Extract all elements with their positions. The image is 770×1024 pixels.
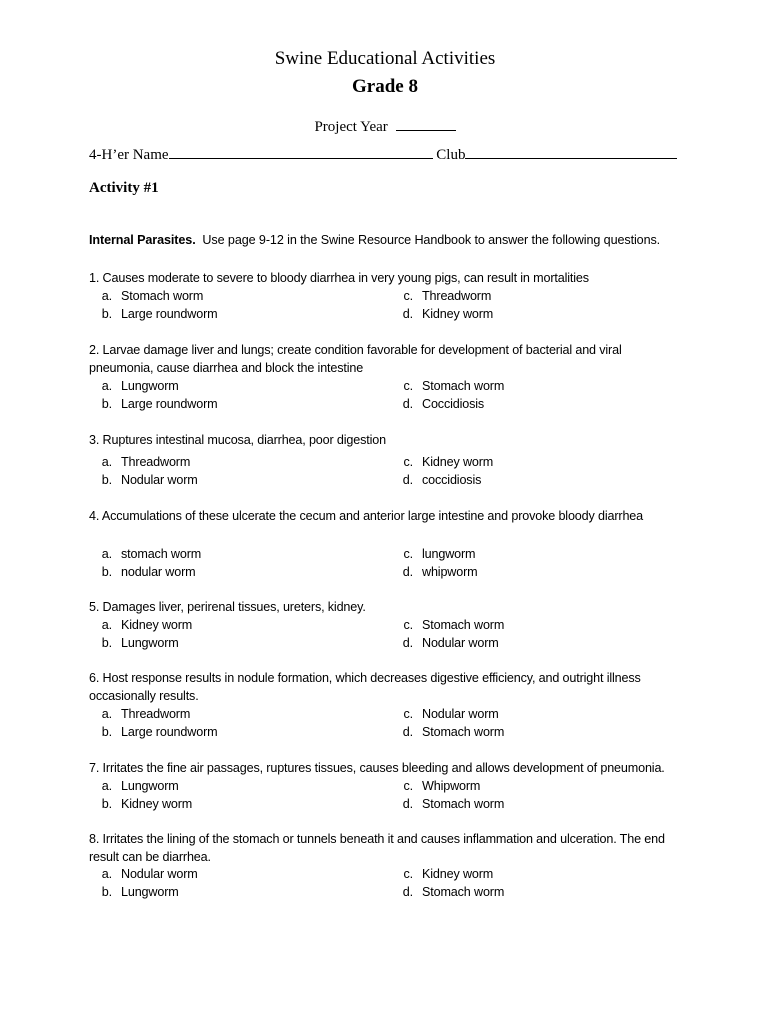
question-3-option-a[interactable] [89, 453, 190, 471]
question-8-option-b[interactable] [89, 883, 179, 901]
option-text: Lungworm [121, 779, 179, 793]
option-text: Nodular worm [121, 473, 198, 487]
question-6-text: 6. Host response results in nodule formation, which decreases digestive efficiency, and outright illness occasionally results. [89, 671, 641, 703]
option-letter: b. [101, 885, 112, 899]
question-3-text: 3. Ruptures intestinal mucosa, diarrhea, poor digestion [89, 433, 386, 447]
option-letter: d. [402, 565, 413, 579]
option-letter: d. [402, 725, 413, 739]
question-2-text: 2. Larvae damage liver and lungs; create condition favorable for development of bacterial and viral pneumonia, cause diarrhea and block the intestine [89, 343, 622, 375]
question-3-option-d[interactable] [390, 471, 481, 489]
option-text: Nodular worm [121, 867, 198, 881]
club-label: Club [436, 147, 466, 163]
option-letter: c. [403, 289, 413, 303]
option-text: stomach worm [121, 547, 202, 561]
option-text: Kidney worm [422, 455, 494, 469]
option-letter: a. [101, 379, 112, 393]
option-text: Large roundworm [121, 307, 218, 321]
activity-title: Activity #1 [89, 180, 159, 196]
option-text: Large roundworm [121, 397, 218, 411]
option-text: Whipworm [422, 779, 481, 793]
option-letter: a. [101, 707, 112, 721]
option-letter: a. [101, 618, 112, 632]
question-5-option-b[interactable] [89, 634, 179, 652]
option-letter: b. [101, 307, 112, 321]
question-2-option-d[interactable] [390, 395, 484, 413]
option-letter: b. [101, 473, 112, 487]
question-5-option-c[interactable] [390, 616, 504, 634]
option-text: Stomach worm [422, 797, 505, 811]
question-4-text: 4. Accumulations of these ulcerate the cecum and anterior large intestine and provoke bloody diarrhea [89, 509, 644, 523]
option-text: Kidney worm [422, 307, 494, 321]
question-7-text: 7. Irritates the fine air passages, ruptures tissues, causes bleeding and allows development of pneumonia. [89, 761, 665, 775]
question-7-option-a[interactable] [89, 777, 179, 795]
option-letter: a. [101, 867, 112, 881]
option-text: Lungworm [121, 379, 179, 393]
name-label: 4-H’er Name [89, 147, 169, 163]
project-year-blank[interactable] [396, 116, 456, 131]
option-text: coccidiosis [422, 473, 482, 487]
project-year-row [0, 116, 770, 136]
option-text: Stomach worm [422, 379, 505, 393]
option-text: Stomach worm [422, 885, 505, 899]
question-4-option-a[interactable] [89, 545, 201, 563]
question-4-option-c[interactable] [390, 545, 475, 563]
question-1-option-b[interactable] [89, 305, 217, 323]
option-text: Threadworm [121, 455, 191, 469]
question-8-text: 8. Irritates the lining of the stomach or tunnels beneath it and causes inflammation and ulceration. The end result can be diarrhea. [89, 832, 665, 864]
option-text: Nodular worm [422, 636, 499, 650]
activity-instructions [89, 233, 660, 247]
option-text: Threadworm [422, 289, 492, 303]
question-3-option-c[interactable] [390, 453, 493, 471]
option-letter: d. [402, 885, 413, 899]
option-letter: c. [403, 618, 413, 632]
option-text: nodular worm [121, 565, 196, 579]
name-blank[interactable] [169, 144, 433, 159]
option-letter: d. [402, 797, 413, 811]
question-7-option-b[interactable] [89, 795, 192, 813]
option-text: Kidney worm [121, 797, 193, 811]
question-6-option-d[interactable] [390, 723, 504, 741]
question-5-text: 5. Damages liver, perirenal tissues, ureters, kidney. [89, 600, 366, 614]
option-text: Kidney worm [422, 867, 494, 881]
option-text: Lungworm [121, 636, 179, 650]
option-letter: b. [101, 565, 112, 579]
question-1-option-d[interactable] [390, 305, 493, 323]
question-5-option-d[interactable] [390, 634, 499, 652]
option-letter: c. [403, 547, 413, 561]
option-letter: b. [101, 725, 112, 739]
project-year-label: Project Year [314, 119, 388, 135]
question-3-option-b[interactable] [89, 471, 198, 489]
option-letter: d. [402, 636, 413, 650]
question-2-option-a[interactable] [89, 377, 179, 395]
option-text: Stomach worm [121, 289, 204, 303]
option-text: lungworm [422, 547, 476, 561]
question-7-option-d[interactable] [390, 795, 504, 813]
option-text: Stomach worm [422, 725, 505, 739]
document-title: Swine Educational Activities [274, 48, 496, 69]
grade-heading: Grade 8 [352, 76, 418, 97]
option-text: whipworm [422, 565, 478, 579]
question-6-option-c[interactable] [390, 705, 499, 723]
question-2-option-b[interactable] [89, 395, 217, 413]
option-text: Lungworm [121, 885, 179, 899]
question-7-option-c[interactable] [390, 777, 480, 795]
option-text: Threadworm [121, 707, 191, 721]
question-6-option-b[interactable] [89, 723, 217, 741]
option-letter: a. [101, 455, 112, 469]
question-8-option-c[interactable] [390, 865, 493, 883]
option-letter: d. [402, 397, 413, 411]
question-8-option-d[interactable] [390, 883, 504, 901]
option-text: Nodular worm [422, 707, 499, 721]
option-text: Coccidiosis [422, 397, 485, 411]
intro-text: Use page 9-12 in the Swine Resource Handbook to answer the following questions. [202, 233, 661, 247]
option-letter: c. [403, 707, 413, 721]
option-letter: b. [101, 636, 112, 650]
question-5-option-a[interactable] [89, 616, 192, 634]
option-letter: c. [403, 455, 413, 469]
question-1-option-c[interactable] [390, 287, 491, 305]
intro-bold: Internal Parasites. [89, 233, 196, 247]
option-text: Stomach worm [422, 618, 505, 632]
option-letter: d. [402, 473, 413, 487]
option-letter: a. [101, 779, 112, 793]
question-4-option-b[interactable] [89, 563, 196, 581]
option-letter: c. [403, 779, 413, 793]
question-8-option-a[interactable] [89, 865, 198, 883]
option-letter: c. [403, 379, 413, 393]
option-letter: b. [101, 397, 112, 411]
option-letter: a. [101, 289, 112, 303]
question-2-option-c[interactable] [390, 377, 504, 395]
question-1-text: 1. Causes moderate to severe to bloody diarrhea in very young pigs, can result in mortalities [89, 271, 589, 285]
club-blank[interactable] [465, 144, 677, 159]
question-1-option-a[interactable] [89, 287, 203, 305]
option-letter: b. [101, 797, 112, 811]
option-text: Large roundworm [121, 725, 218, 739]
name-club-row [89, 144, 677, 164]
option-letter: d. [402, 307, 413, 321]
option-letter: a. [101, 547, 112, 561]
question-4-option-d[interactable] [390, 563, 477, 581]
question-6-option-a[interactable] [89, 705, 190, 723]
option-text: Kidney worm [121, 618, 193, 632]
option-letter: c. [403, 867, 413, 881]
